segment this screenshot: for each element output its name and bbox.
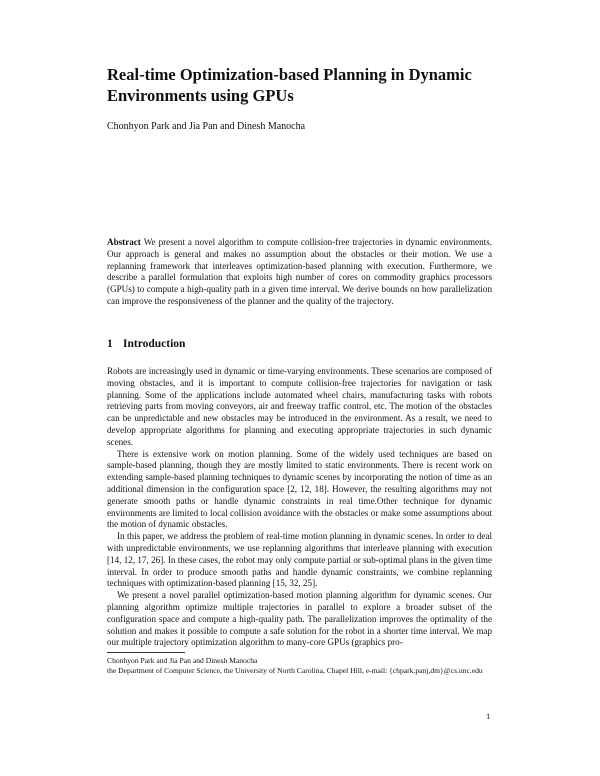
paragraph: There is extensive work on motion planning. Some of the widely used techniques are based on sample-based planning, though they are mostly limited to static environments. There is recent work on extending sample-based planning techniques to dynamic scenes by incorporating the notion of time as an additional dimension in the configuration space [2, 12, 18]. However, the resulting algorithms may not generate smooth paths or handle dynamic constraints in real time.Other technique for dynamic environments are limited to local collision avoidance with the obstacles or make some assumptions about the motion of dynamic obstacles.: [107, 448, 492, 530]
abstract: [107, 237, 492, 308]
footnote-affiliation: the Department of Computer Science, the University of North Carolina, Chapel Hill, e-mail: {chpark,panj,dm}@cs.unc.edu: [107, 666, 483, 675]
introduction-body: [107, 366, 492, 649]
section-number: 1: [107, 338, 113, 350]
footnote-divider: [107, 652, 185, 653]
footnote-names: Chonhyon Park and Jia Pan and Dinesh Manocha: [107, 656, 258, 665]
footnote: [107, 656, 492, 676]
author-list: Chonhyon Park and Jia Pan and Dinesh Manocha: [107, 121, 306, 132]
section-heading: [107, 337, 185, 351]
paper-title: Real-time Optimization-based Planning in Dynamic Environments using GPUs: [107, 65, 472, 105]
abstract-text: We present a novel algorithm to compute collision-free trajectories in dynamic environments. Our approach is general and makes no assumption about the obstacles or their motion. We use a replanning framework that interleaves optimization-based planning with execution. Furthermore, we describe a parallel formulation that exploits high number of cores on commodity graphics processors (GPUs) to compute a high-quality path in a given time interval. We derive bounds on how parallelization can improve the responsiveness of the planner and the quality of the trajectory.: [107, 237, 492, 306]
abstract-label: Abstract: [107, 237, 141, 247]
paragraph: Robots are increasingly used in dynamic or time-varying environments. These scenarios are composed of moving obstacles, and it is important to compute collision-free trajectories for navigation or task planning. Some of the applications include automated wheel chairs, manufacturing tasks with robots retrieving parts from moving conveyors, air and freeway traffic control, etc. The motion of the obstacles can be unpredictable and new obstacles may be introduced in the environment. As a result, we need to develop appropriate algorithms for planning and executing appropriate trajectories in such dynamic scenes.: [107, 366, 492, 447]
section-title: Introduction: [123, 338, 186, 350]
paragraph: In this paper, we address the problem of real-time motion planning in dynamic scenes. In order to deal with unpredictable environments, we use replanning algorithms that interleave planning with execution [14, 12, 17, 26]. In these cases, the robot may only compute partial or sub-optimal plans in the given time interval. In order to produce smooth paths and handle dynamic constraints, we combine replanning techniques with optimization-based planning [15, 32, 25].: [107, 531, 492, 589]
page-number: 1: [486, 711, 491, 721]
paragraph: We present a novel parallel optimization-based motion planning algorithm for dynamic scenes. Our planning algorithm optimize multiple trajectories in parallel to explore a broader subset of the configuration space and compute a high-quality path. The parallelization improves the optimality of the solution and makes it possible to compute a safe solution for the robot in a shorter time interval. We map our multiple trajectory optimization algorithm to many-core GPUs (graphics pro-: [107, 590, 492, 648]
